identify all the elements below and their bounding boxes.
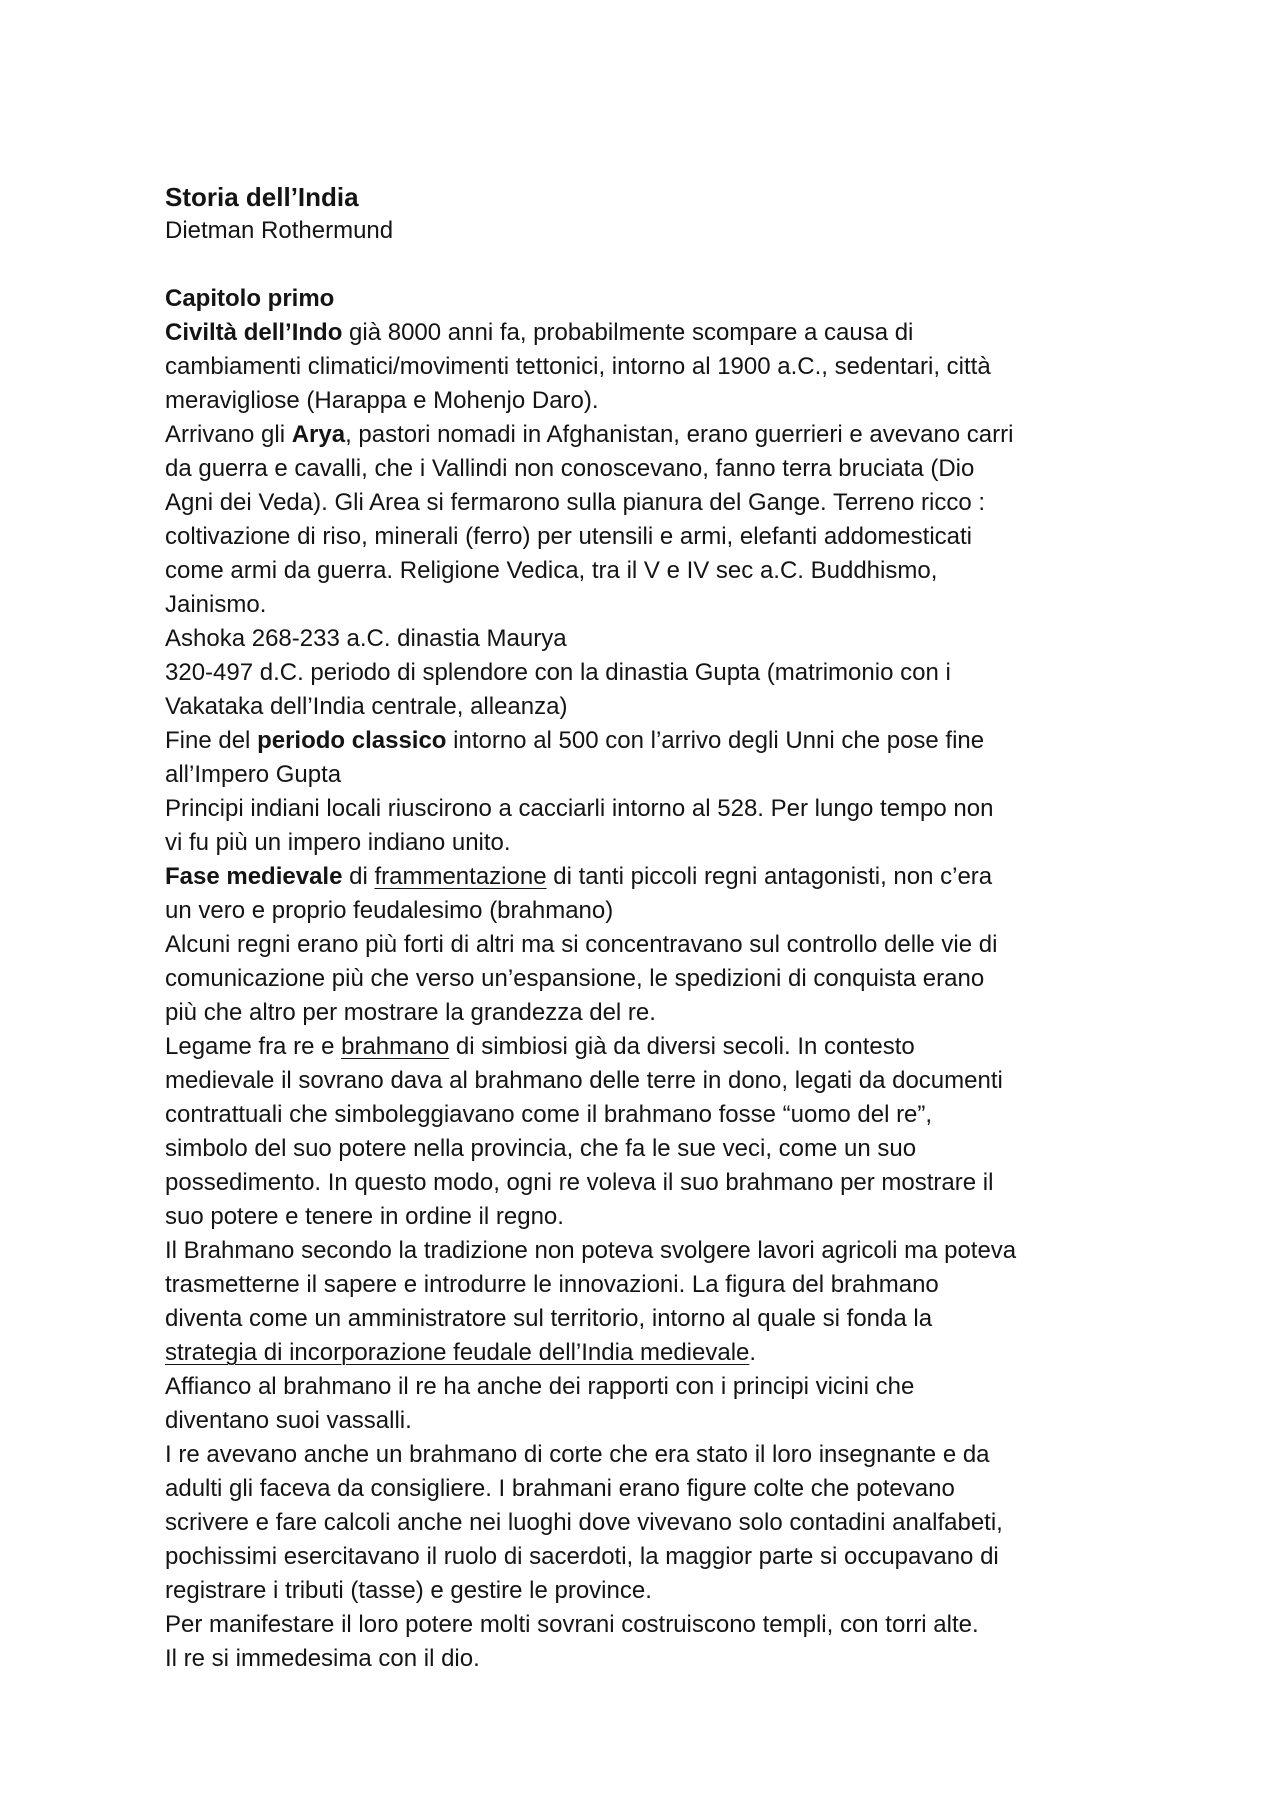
text-line: come armi da guerra. Religione Vedica, tra il V e IV sec a.C. Buddhismo,: [165, 557, 938, 584]
chapter-heading: Capitolo primo: [165, 285, 335, 312]
text-line: Jainismo.: [165, 591, 267, 618]
text-line: Per manifestare il loro potere molti sovrani costruiscono templi, con torri alte.: [165, 1611, 979, 1638]
underlined-term: frammentazione: [374, 863, 547, 890]
text-line: più che altro per mostrare la grandezza del re.: [165, 999, 656, 1026]
document-title: Storia dell’India: [165, 182, 359, 212]
text-line: registrare i tributi (tasse) e gestire le province.: [165, 1577, 652, 1604]
text-line: un vero e proprio feudalesimo (brahmano): [165, 897, 614, 924]
text-line: strategia di incorporazione feudale dell’India medievale.: [165, 1339, 757, 1366]
bold-term: Civiltà dell’Indo: [165, 319, 343, 346]
underlined-term: brahmano: [341, 1033, 450, 1060]
text-line: meravigliose (Harappa e Mohenjo Daro).: [165, 387, 599, 414]
blank-line: [165, 248, 1165, 282]
text-line: cambiamenti climatici/movimenti tettonici, intorno al 1900 a.C., sedentari, città: [165, 353, 991, 380]
text-line: adulti gli faceva da consigliere. I brahmani erano figure colte che potevano: [165, 1475, 955, 1502]
text-line: trasmetterne il sapere e introdurre le innovazioni. La figura del brahmano: [165, 1271, 939, 1298]
text-line: Il Brahmano secondo la tradizione non poteva svolgere lavori agricoli ma poteva: [165, 1237, 1017, 1264]
text-line: coltivazione di riso, minerali (ferro) per utensili e armi, elefanti addomesticati: [165, 523, 972, 550]
bold-term: Fase medievale: [165, 863, 343, 890]
text-line: Fine del periodo classico intorno al 500 con l’arrivo degli Unni che pose fine: [165, 727, 985, 754]
text-line: scrivere e fare calcoli anche nei luoghi dove vivevano solo contadini analfabeti,: [165, 1509, 1003, 1536]
text-line: possedimento. In questo modo, ogni re voleva il suo brahmano per mostrare il: [165, 1169, 994, 1196]
text-line: diventano suoi vassalli.: [165, 1407, 412, 1434]
text-line: contrattuali che simboleggiavano come il brahmano fosse “uomo del re”,: [165, 1101, 933, 1128]
text-line: Agni dei Veda). Gli Area si fermarono sulla pianura del Gange. Terreno ricco :: [165, 489, 986, 516]
text-line: Alcuni regni erano più forti di altri ma si concentravano sul controllo delle vie di: [165, 931, 998, 958]
text-line: Affianco al brahmano il re ha anche dei rapporti con i principi vicini che: [165, 1373, 915, 1400]
text-line: all’Impero Gupta: [165, 761, 342, 788]
text-line: suo potere e tenere in ordine il regno.: [165, 1203, 564, 1230]
text-line: medievale il sovrano dava al brahmano delle terre in dono, legati da documenti: [165, 1067, 1003, 1094]
text-line: Ashoka 268-233 a.C. dinastia Maurya: [165, 625, 567, 652]
text-line: Fase medievale di frammentazione di tanti piccoli regni antagonisti, non c’era: [165, 863, 993, 890]
text-line: pochissimi esercitavano il ruolo di sacerdoti, la maggior parte si occupavano di: [165, 1543, 999, 1570]
text-line: comunicazione più che verso un’espansione, le spedizioni di conquista erano: [165, 965, 985, 992]
text-line: Principi indiani locali riuscirono a cacciarli intorno al 528. Per lungo tempo non: [165, 795, 994, 822]
document-page: [165, 180, 1165, 1676]
text-line: da guerra e cavalli, che i Vallindi non conoscevano, fanno terra bruciata (Dio: [165, 455, 975, 482]
underlined-term: strategia di incorporazione feudale dell’India medievale: [165, 1339, 750, 1366]
text-line: vi fu più un impero indiano unito.: [165, 829, 511, 856]
text-line: 320-497 d.C. periodo di splendore con la dinastia Gupta (matrimonio con i: [165, 659, 951, 686]
text-line: Legame fra re e brahmano di simbiosi già da diversi secoli. In contesto: [165, 1033, 915, 1060]
text-line: Il re si immedesima con il dio.: [165, 1645, 480, 1672]
text-line: I re avevano anche un brahmano di corte che era stato il loro insegnante e da: [165, 1441, 990, 1468]
text-line: simbolo del suo potere nella provincia, che fa le sue veci, come un suo: [165, 1135, 917, 1162]
document-author: Dietman Rothermund: [165, 217, 394, 244]
bold-term: Arya: [291, 421, 346, 448]
text-line: Vakataka dell’India centrale, alleanza): [165, 693, 568, 720]
text-line: Civiltà dell’Indo già 8000 anni fa, probabilmente scompare a causa di: [165, 319, 914, 346]
text-line: Arrivano gli Arya, pastori nomadi in Afghanistan, erano guerrieri e avevano carri: [165, 421, 1014, 448]
text-line: diventa come un amministratore sul territorio, intorno al quale si fonda la: [165, 1305, 933, 1332]
bold-term: periodo classico: [257, 727, 447, 754]
